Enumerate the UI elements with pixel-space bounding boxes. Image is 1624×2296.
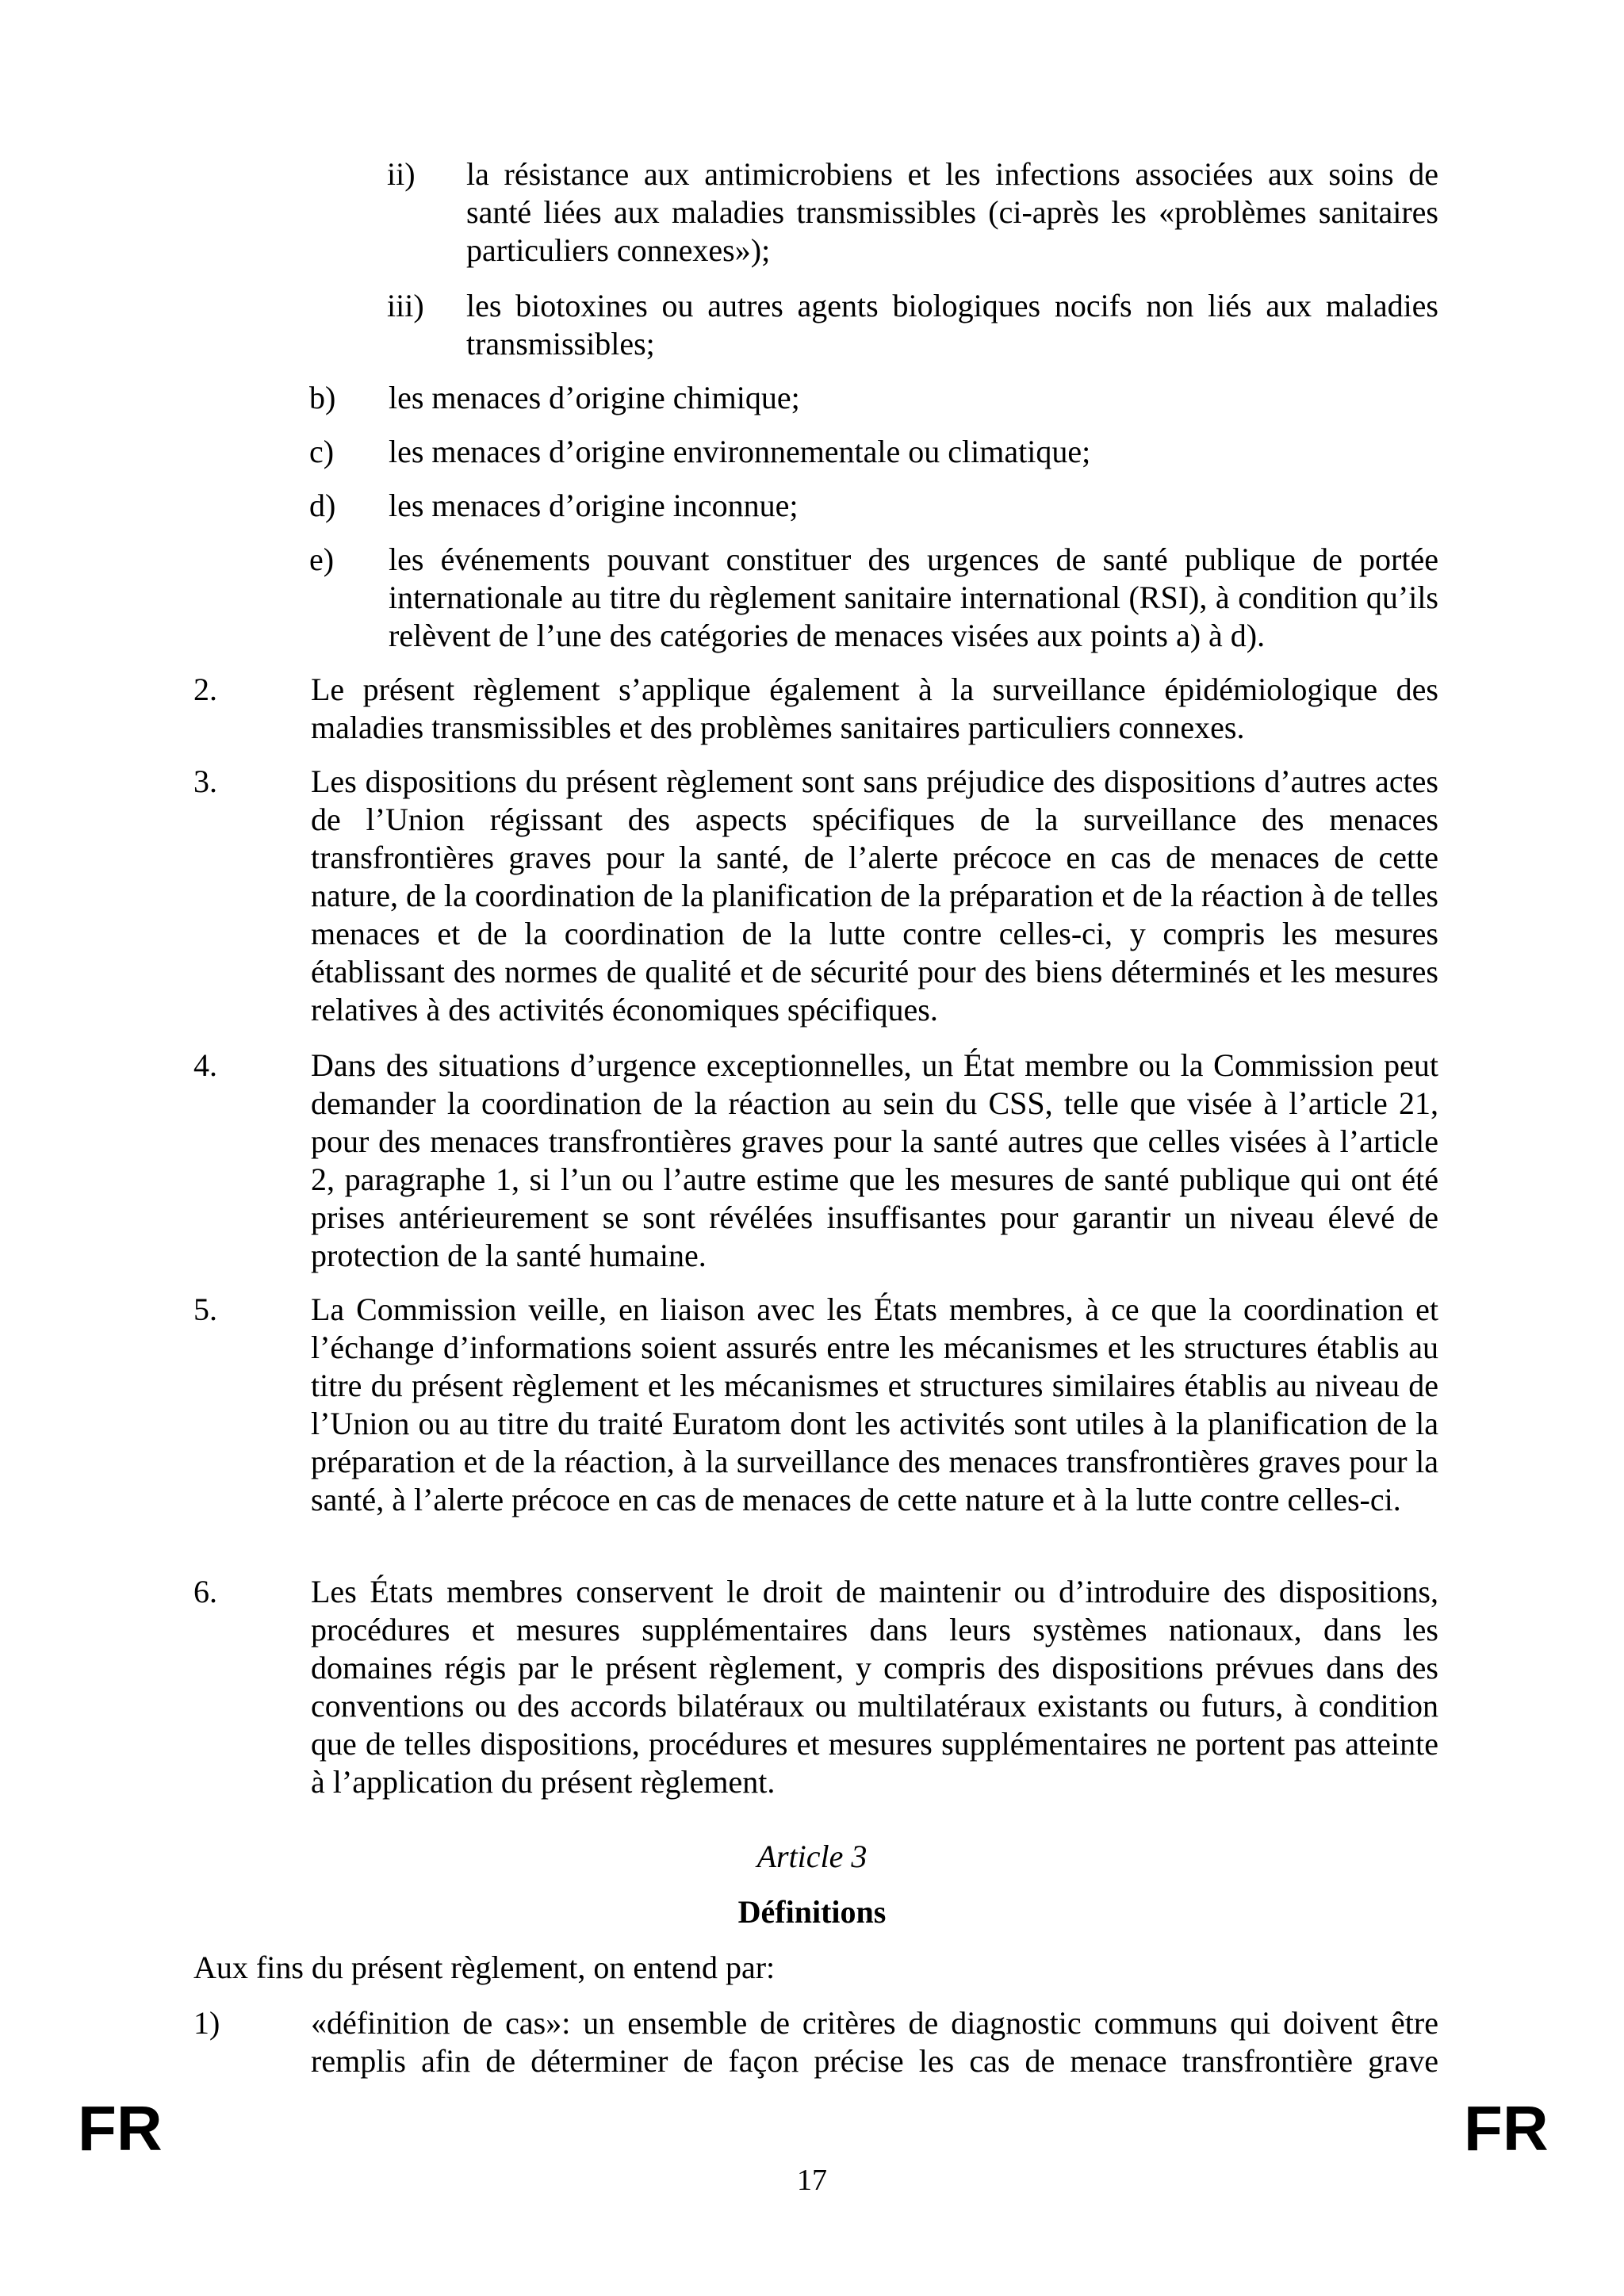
- letter-item-text: les événements pouvant constituer des urgences de santé publique de portée internationale au titre du règlement sanitaire international (RSI), à condition qu’ils relèvent de l’une des catégories de menaces visées aux points a) à d).: [389, 541, 1438, 653]
- paragraph-text: Le présent règlement s’applique également à la surveillance épidémiologique des maladies transmissibles et des problèmes sanitaires particuliers connexes.: [311, 672, 1438, 745]
- sub-item-text: la résistance aux antimicrobiens et les infections associées aux soins de santé liées aux maladies transmissibles (ci-après les «problèmes sanitaires particuliers connexes»);: [466, 156, 1438, 268]
- footer-language-right: FR: [1464, 2093, 1549, 2164]
- definition-number: 1): [193, 2005, 220, 2041]
- letter-item-text: les menaces d’origine chimique;: [389, 380, 800, 415]
- article-title: Définitions: [737, 1894, 887, 1930]
- letter-item-number: c): [309, 434, 335, 469]
- definition-text: «définition de cas»: un ensemble de critères de diagnostic communs qui doivent être remplis afin de déterminer de façon précise les cas de menace transfrontière grave: [311, 2005, 1438, 2079]
- article-intro: Aux fins du présent règlement, on entend par:: [193, 1950, 776, 1985]
- letter-item-number: e): [309, 541, 335, 577]
- letter-item-text: les menaces d’origine environnementale ou climatique;: [389, 434, 1091, 469]
- paragraph-number: 3.: [193, 763, 217, 799]
- letter-item-number: d): [309, 488, 336, 523]
- paragraph-text: Les dispositions du présent règlement sont sans préjudice des dispositions d’autres actes de l’Union régissant des aspects spécifiques de la surveillance des menaces transfrontières graves pour la santé, de l’alerte précoce en cas de menaces de cette nature, de la coordination de la planification de la préparation et de la réaction à de telles menaces et de la coordination de la lutte contre celles-ci, y compris les mesures établissant des normes de qualité et de sécurité pour des biens déterminés et les mesures relatives à des activités économiques spécifiques.: [311, 763, 1438, 1027]
- sub-item-number: ii): [387, 156, 416, 192]
- paragraph-number: 2.: [193, 672, 217, 707]
- paragraph-text: Dans des situations d’urgence exceptionnelles, un État membre ou la Commission peut demander la coordination de la réaction au sein du CSS, telle que visée à l’article 21, pour des menaces transfrontières graves pour la santé autres que celles visées à l’article 2, paragraphe 1, si l’un ou l’autre estime que les mesures de santé publique qui ont été prises antérieurement se sont révélées insuffisantes pour garantir un niveau élevé de protection de la santé humaine.: [311, 1047, 1438, 1273]
- letter-item-text: les menaces d’origine inconnue;: [389, 488, 799, 523]
- paragraph-number: 4.: [193, 1047, 217, 1083]
- sub-item-text: les biotoxines ou autres agents biologiques nocifs non liés aux maladies transmissibles;: [466, 288, 1438, 362]
- paragraph-text: Les États membres conservent le droit de maintenir ou d’introduire des dispositions, procédures et mesures supplémentaires dans leurs systèmes nationaux, dans les domaines régis par le présent règlement, y compris des dispositions prévues dans des conventions ou des accords bilatéraux ou multilatéraux existants ou futurs, à condition que de telles dispositions, procédures et mesures supplémentaires ne portent pas atteinte à l’application du présent règlement.: [311, 1574, 1438, 1800]
- page-number: 17: [797, 2164, 827, 2197]
- letter-item-number: b): [309, 380, 336, 415]
- paragraph-number: 5.: [193, 1292, 217, 1327]
- sub-item-number: iii): [387, 288, 424, 323]
- footer-language-left: FR: [78, 2093, 163, 2164]
- paragraph-number: 6.: [193, 1574, 217, 1609]
- paragraph-text: La Commission veille, en liaison avec les États membres, à ce que la coordination et l’échange d’informations soient assurés entre les mécanismes et les structures établis au titre du présent règlement et les mécanismes et structures similaires établis au niveau de l’Union ou au titre du traité Euratom dont les activités sont utiles à la planification de la préparation et de la réaction, à la surveillance des menaces transfrontières graves pour la santé, à l’alerte précoce en cas de menaces de cette nature et à la lutte contre celles-ci.: [311, 1292, 1438, 1517]
- article-number: Article 3: [756, 1839, 868, 1874]
